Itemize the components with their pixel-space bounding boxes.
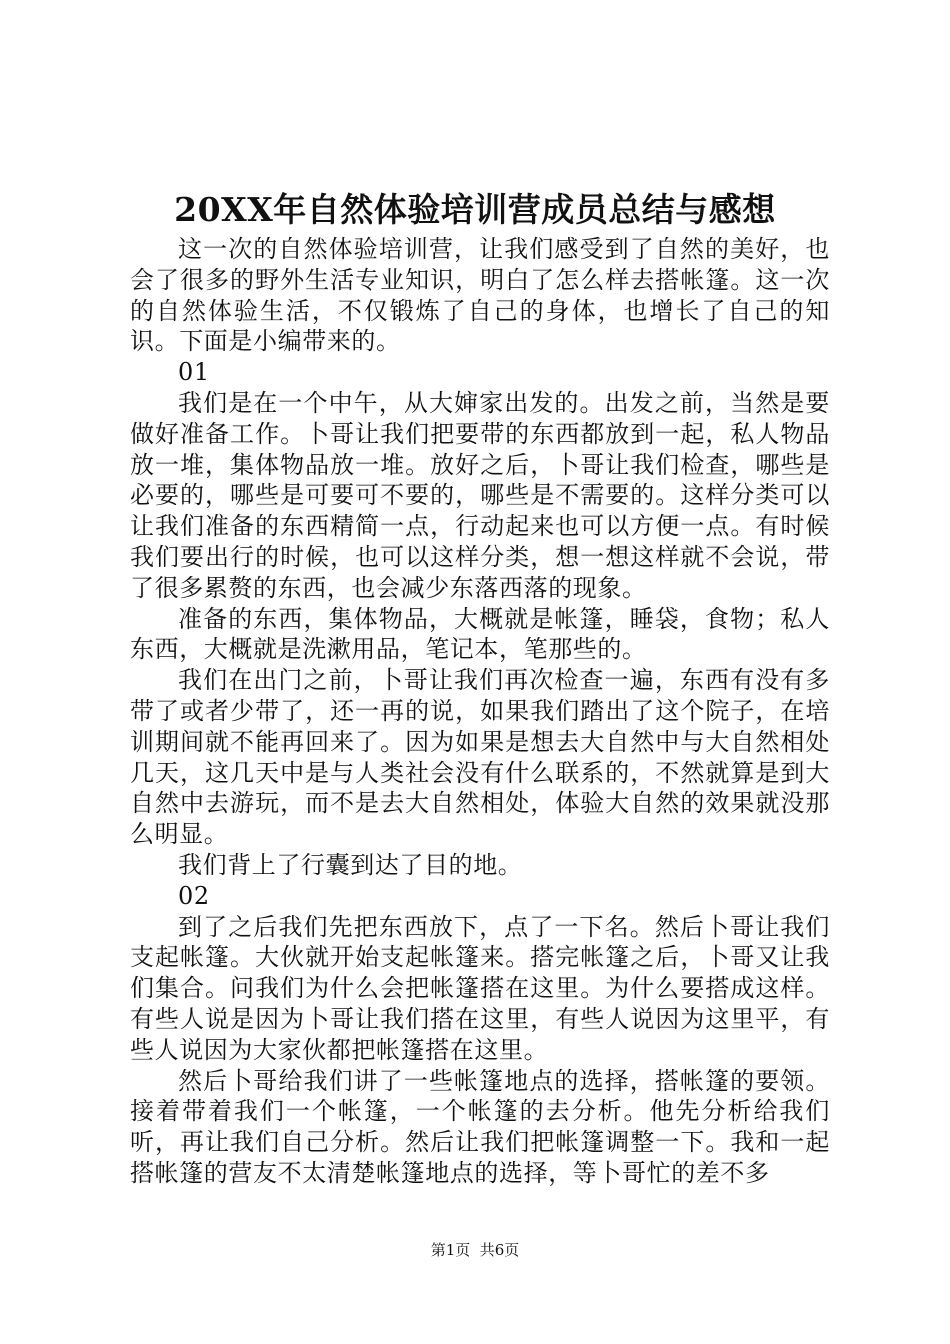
body-paragraph: 我们背上了行囊到达了目的地。 xyxy=(178,850,523,879)
body-paragraph: 到了之后我们先把东西放下，点了一下名。然后卜哥让我们支起帐篷。大伙就开始支起帐篷来。搭完帐篷之后，卜哥又让我们集合。问我们为什么会把帐篷搭在这里。为什么要搭成这样。有些人说是因为卜哥让我们搭在这里，有些人说因为这里平，有些人说因为大家伙都把帐篷搭在这里。 xyxy=(130,912,830,1064)
body-paragraph: 然后卜哥给我们讲了一些帐篷地点的选择，搭帐篷的要领。接着带着我们一个帐篷，一个帐篷的去分析。他先分析给我们听，再让我们自己分析。然后让我们把帐篷调整一下。我和一起搭帐篷的营友不太清楚帐篷地点的选择，等卜哥忙的差不多 xyxy=(130,1066,830,1187)
section-number: 01 xyxy=(178,358,210,387)
document-body xyxy=(130,234,830,1189)
page-footer: 第1页 共6页 xyxy=(430,1241,520,1259)
intro-paragraph: 这一次的自然体验培训营，让我们感受到了自然的美好，也会了很多的野外生活专业知识，明白了怎么样去搭帐篷。这一次的自然体验生活，不仅锻炼了自己的身体，也增长了自己的知识。下面是小编带来的。 xyxy=(130,235,830,356)
section-number: 02 xyxy=(178,881,210,910)
body-paragraph: 准备的东西，集体物品，大概就是帐篷，睡袋，食物；私人东西，大概就是洗漱用品，笔记本，笔那些的。 xyxy=(130,604,830,664)
body-paragraph: 我们在出门之前，卜哥让我们再次检查一遍，东西有没有多带了或者少带了，还一再的说，如果我们踏出了这个院子，在培训期间就不能再回来了。因为如果是想去大自然中与大自然相处几天，这几天中是与人类社会没有什么联系的，不然就算是到大自然中去游玩，而不是去大自然相处，体验大自然的效果就没那么明显。 xyxy=(130,666,830,849)
body-paragraph: 我们是在一个中午，从大婶家出发的。出发之前，当然是要做好准备工作。卜哥让我们把要带的东西都放到一起，私人物品放一堆，集体物品放一堆。放好之后，卜哥让我们检查，哪些是必要的，哪些是可要可不要的，哪些是不需要的。这样分类可以让我们准备的东西精简一点，行动起来也可以方便一点。有时候我们要出行的时候，也可以这样分类，想一想这样就不会说，带了很多累赘的东西，也会减少东落西落的现象。 xyxy=(130,388,830,602)
page-title: 20XX年自然体验培训营成员总结与感想 xyxy=(174,190,776,229)
